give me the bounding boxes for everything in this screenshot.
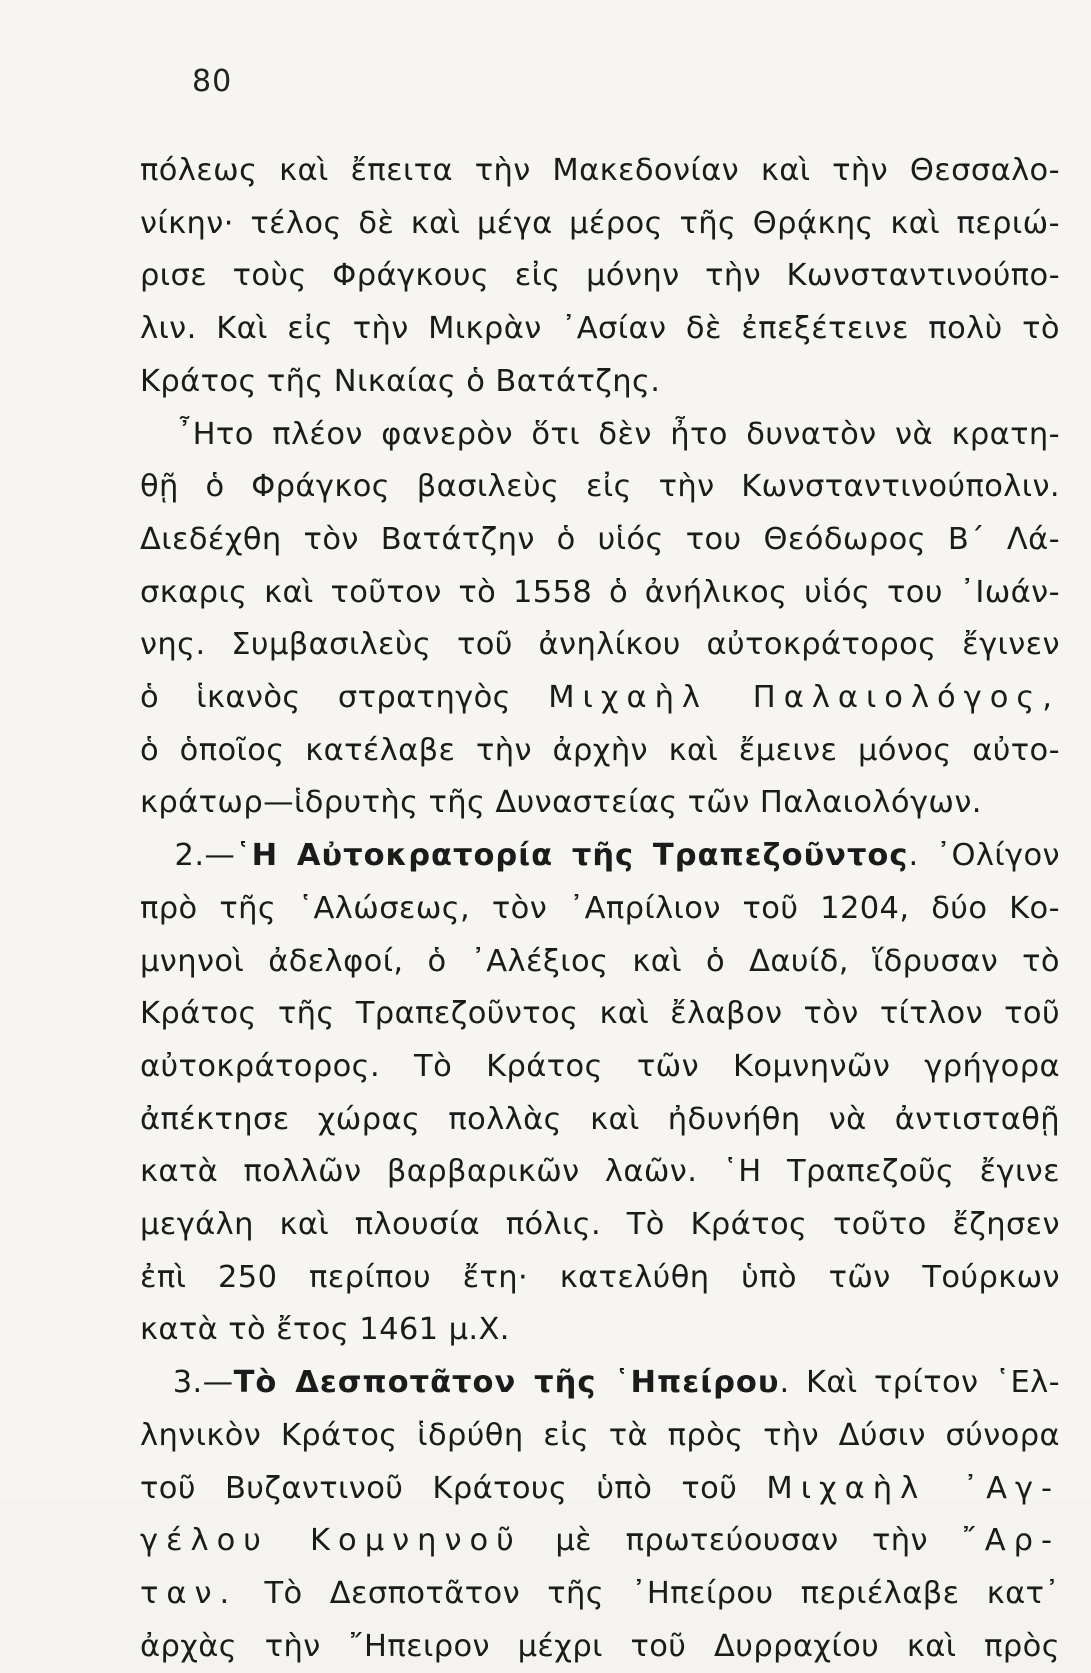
section-heading: ῾Η Αὐτοκρατορία τῆς Τραπεζοῦντος xyxy=(235,838,909,874)
text-line xyxy=(140,409,1060,461)
text-line xyxy=(140,619,1060,671)
text-run: Κράτος τῆς Τραπεζοῦντος καὶ ἔλαβον τὸν τίτλον τοῦ xyxy=(140,996,1060,1032)
text-run: ἀπέκτησε χώρας πολλὰς καὶ ἠδυνήθη νὰ ἀντισταθῇ xyxy=(140,1101,1060,1137)
text-line xyxy=(140,356,1060,408)
text-run: λιν. Καὶ εἰς τὴν Μικρὰν ᾿Ασίαν δὲ ἐπεξέτεινε πολὺ τὸ xyxy=(140,311,1060,347)
text-run: . Καὶ τρίτον ῾Ελ- xyxy=(779,1365,1061,1401)
text-run: ἀρχὰς τὴν ῎Ηπειρον μέχρι τοῦ Δυρραχίου καὶ πρὸς xyxy=(140,1628,1060,1664)
text-line xyxy=(140,1515,1060,1567)
text-line xyxy=(140,1094,1060,1146)
text-line xyxy=(140,725,1060,777)
text-line xyxy=(140,303,1060,355)
text-run: αὐτοκράτορος. Τὸ Κράτος τῶν Κομνηνῶν γρήγορα xyxy=(140,1048,1060,1084)
text-run: τοῦ Βυζαντινοῦ Κράτους ὑπὸ τοῦ xyxy=(140,1470,767,1506)
text-line xyxy=(140,1568,1060,1620)
text-run: κατὰ τὸ ἔτος 1461 μ.Χ. xyxy=(140,1312,510,1348)
text-line xyxy=(140,1410,1060,1462)
text-line xyxy=(140,145,1060,197)
spaced-name: γέλου Κομνηνοῦ xyxy=(140,1523,522,1559)
text-run: κράτωρ—ἱδρυτὴς τῆς Δυναστείας τῶν Παλαιολόγων. xyxy=(140,785,982,821)
text-run: νης. Συμβασιλεὺς τοῦ ἀνηλίκου αὐτοκράτορος ἔγινεν xyxy=(140,627,1060,663)
spaced-name: Μιχαὴλ ᾿Αγ- xyxy=(766,1470,1060,1506)
text-line xyxy=(140,672,1060,724)
text-line xyxy=(140,514,1060,566)
text-run: ὁ ἱκανὸς στρατηγὸς xyxy=(140,680,549,715)
section-heading: Τὸ Δεσποτᾶτον τῆς ῾Ηπείρου xyxy=(233,1365,780,1401)
text-run: . ᾿Ολίγον xyxy=(908,838,1060,874)
text-run: μὲ πρωτεύουσαν τὴν xyxy=(521,1523,962,1559)
text-run: Διεδέχθη τὸν Βατάτζην ὁ υἱός του Θεόδωρος Β΄ Λά- xyxy=(140,521,1060,557)
text-line xyxy=(140,567,1060,619)
text-run: ἐπὶ 250 περίπου ἔτη· κατελύθη ὑπὸ τῶν Τούρκων xyxy=(140,1259,1060,1295)
text-line xyxy=(140,1252,1060,1304)
text-line xyxy=(140,1041,1060,1093)
spaced-name: Μιχαὴλ Παλαιολόγος, xyxy=(548,680,1060,715)
text-run: θῇ ὁ Φράγκος βασιλεὺς εἰς τὴν Κωνσταντινούπολιν. xyxy=(140,469,1060,505)
text-line xyxy=(140,883,1060,935)
text-run: πόλεως καὶ ἔπειτα τὴν Μακεδονίαν καὶ τὴν Θεσσαλο- xyxy=(140,153,1060,188)
text-run: 3.— xyxy=(140,1365,234,1401)
text-line xyxy=(140,1304,1060,1356)
text-line xyxy=(140,1199,1060,1251)
text-line xyxy=(140,461,1060,513)
text-run: σκαρις καὶ τοῦτον τὸ 1558 ὁ ἀνήλικος υἱός του ᾿Ιωάν- xyxy=(140,574,1060,610)
text-line xyxy=(140,1146,1060,1198)
text-line xyxy=(140,830,1060,882)
text-line xyxy=(140,936,1060,988)
text-line xyxy=(140,1357,1060,1409)
text-line xyxy=(140,1621,1060,1673)
text-run: μεγάλη καὶ πλουσία πόλις. Τὸ Κράτος τοῦτο ἔζησεν xyxy=(140,1207,1060,1242)
text-run: κατὰ πολλῶν βαρβαρικῶν λαῶν. ῾Η Τραπεζοῦς ἔγινε xyxy=(140,1154,1060,1190)
text-run: ρισε τοὺς Φράγκους εἰς μόνην τὴν Κωνσταντινούπο- xyxy=(140,258,1060,294)
text-line xyxy=(140,1463,1060,1515)
text-line xyxy=(140,777,1060,829)
text-run: μνηνοὶ ἀδελφοί, ὁ ᾿Αλέξιος καὶ ὁ Δαυίδ, ἵδρυσαν τὸ xyxy=(140,943,1060,979)
page-number: 80 xyxy=(192,64,233,99)
text-run: ὁ ὁποῖος κατέλαβε τὴν ἀρχὴν καὶ ἔμεινε μόνος αὐτο- xyxy=(140,732,1060,768)
text-run: Κράτος τῆς Νικαίας ὁ Βατάτζης. xyxy=(140,363,661,399)
text-run: νίκην· τέλος δὲ καὶ μέγα μέρος τῆς Θρᾴκης καὶ περιώ- xyxy=(140,205,1060,241)
text-run: 2.— xyxy=(140,838,236,874)
text-run: πρὸ τῆς ῾Αλώσεως, τὸν ᾿Απρίλιον τοῦ 1204, δύο Κο- xyxy=(140,890,1060,926)
spaced-name: ταν. xyxy=(140,1575,238,1611)
spaced-name: ῎Αρ- xyxy=(961,1523,1060,1559)
text-line xyxy=(140,988,1060,1040)
text-run: ληνικὸν Κράτος ἱδρύθη εἰς τὰ πρὸς τὴν Δύσιν σύνορα xyxy=(140,1417,1060,1453)
text-line xyxy=(140,198,1060,250)
text-run: Τὸ Δεσποτᾶτον τῆς ᾿Ηπείρου περιέλαβε κατ᾿ xyxy=(237,1575,1060,1611)
text-line xyxy=(140,250,1060,302)
text-run: ῏Ητο πλέον φανερὸν ὅτι δὲν ἦτο δυνατὸν νὰ κρατη- xyxy=(140,416,1060,452)
